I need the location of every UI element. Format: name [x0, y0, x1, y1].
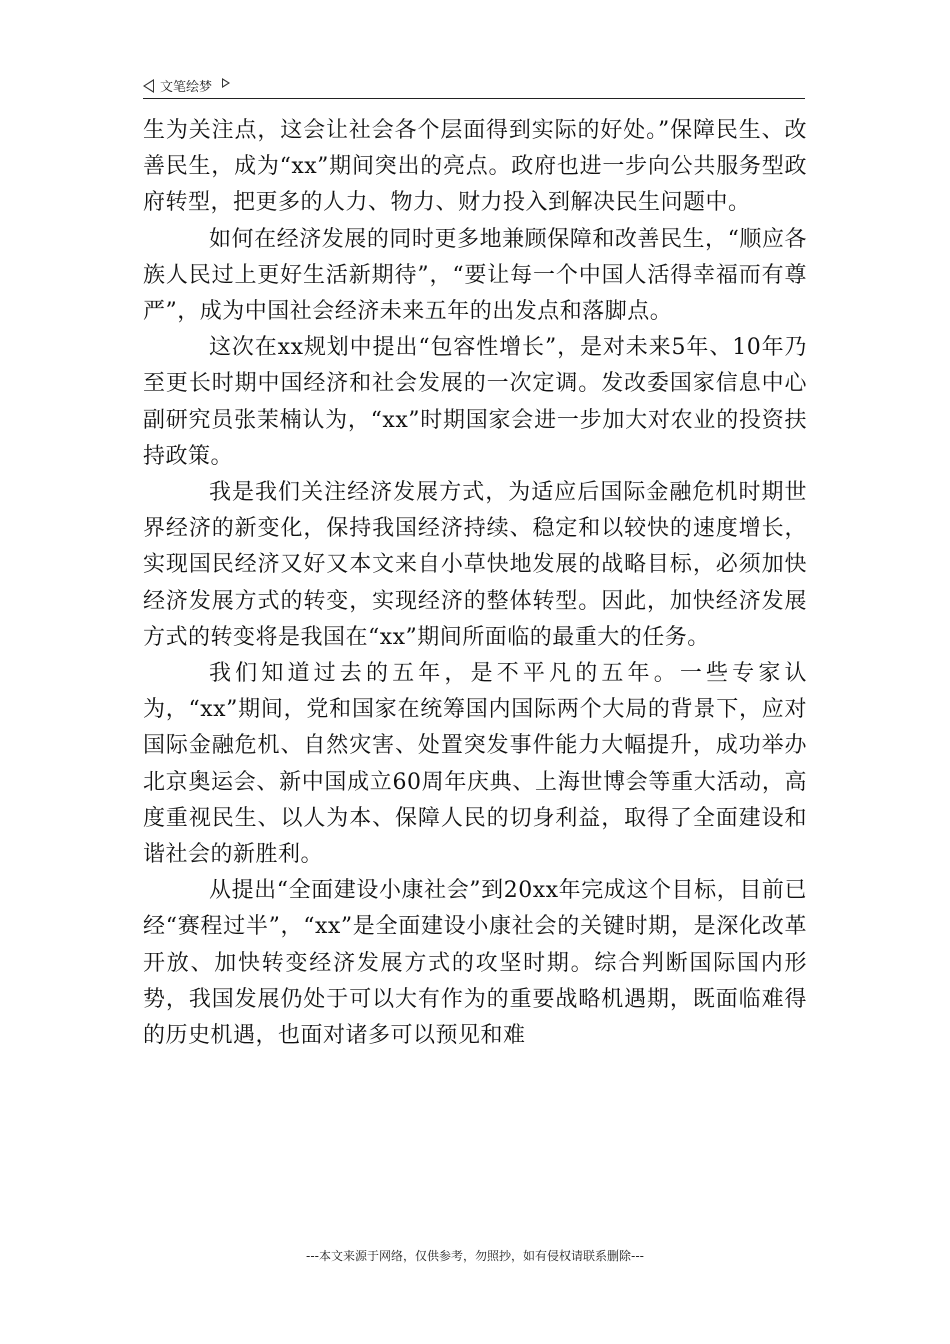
paragraph-5: 我们知道过去的五年，是不平凡的五年。一些专家认为，“xx”期间，党和国家在统筹国内国际两个大局的背景下，应对国际金融危机、自然灾害、处置突发事件能力大幅提升，成功举办北京奥运会、新中国成立60周年庆典、上海世博会等重大活动，高度重视民生、以人为本、保障人民的切身利益，取得了全面建设和谐社会的新胜利。 [143, 661, 807, 868]
header-brand [143, 76, 230, 95]
paragraph-6: 从提出“全面建设小康社会”到20xx年完成这个目标，目前已经“赛程过半”，“xx”是全面建设小康社会的关键时期，是深化改革开放、加快转变经济发展方式的攻坚时期。综合判断国际国内形势，我国发展仍处于可以大有作为的重要战略机遇期，既面临难得的历史机遇，也面对诸多可以预见和难 [143, 878, 807, 1049]
paragraph-3: 这次在xx规划中提出“包容性增长”，是对未来5年、10年乃至更长时期中国经济和社会发展的一次定调。发改委国家信息中心副研究员张茉楠认为，“xx”时期国家会进一步加大对农业的投资扶持政策。 [143, 335, 807, 469]
brand-text: 文笔绘梦 [160, 80, 213, 95]
right-triangle-icon [222, 78, 230, 88]
paragraph-4: 我是我们关注经济发展方式，为适应后国际金融危机时期世界经济的新变化，保持我国经济持续、稳定和以较快的速度增长，实现国民经济又好又本文来自小草快地发展的战略目标，必须加快经济发展方式的转变，实现经济的整体转型。因此，加快经济发展方式的转变将是我国在“xx”期间所面临的最重大的任务。 [143, 480, 807, 650]
document-body [143, 113, 807, 1054]
left-triangle-icon [143, 79, 154, 93]
footer-notice: ---本文来源于网络，仅供参考，勿照抄，如有侵权请联系删除--- [306, 1249, 644, 1263]
paragraph-1: 生为关注点，这会让社会各个层面得到实际的好处。”保障民生、改善民生，成为“xx”期间突出的亮点。政府也进一步向公共服务型政府转型，把更多的人力、物力、财力投入到解决民生问题中。 [143, 118, 807, 216]
page-header [143, 70, 805, 99]
paragraph-2: 如何在经济发展的同时更多地兼顾保障和改善民生，“顺应各族人民过上更好生活新期待”，“要让每一个中国人活得幸福而有尊严”，成为中国社会经济未来五年的出发点和落脚点。 [143, 226, 807, 325]
